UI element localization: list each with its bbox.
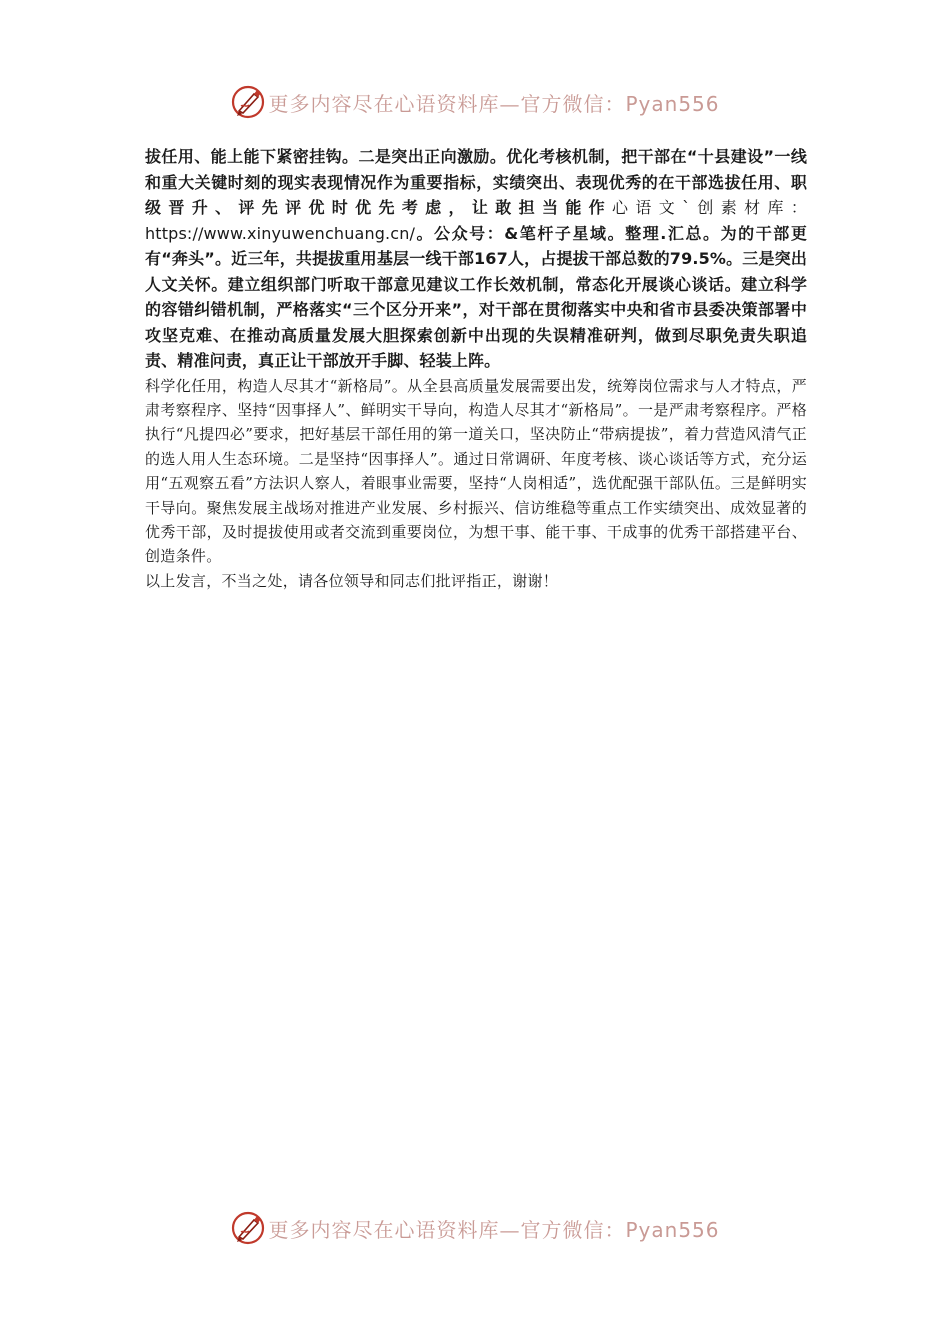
pen-nib-logo-icon — [230, 84, 266, 120]
footer-wechat-id: Pyan556 — [625, 1217, 720, 1242]
footer-banner[interactable] — [0, 1208, 950, 1248]
paragraph-incentive-part-a: 拔任用、能上能下紧密挂钩。二是突出正向激励。优化考核机制，把干部在“十县建设”一线和重大关键时刻的现实表现情况作为重要指标，实绩突出、表现优秀的在干部选拔任用、职级晋升、评先评优时优先考虑，让敢担当能作 — [145, 147, 807, 217]
header-banner-label: 更多内容尽在心语资料库—官方微信：Pyan556 — [268, 91, 720, 116]
header-banner[interactable] — [0, 82, 950, 122]
footer-banner-label: 更多内容尽在心语资料库—官方微信：Pyan556 — [268, 1217, 720, 1242]
paragraph-incentive — [145, 144, 807, 374]
header-wechat-id: Pyan556 — [625, 91, 720, 116]
paragraph-appointment: 科学化任用，构造人尽其才“新格局”。从全县高质量发展需要出发，统筹岗位需求与人才特点，严肃考察程序、坚持“因事择人”、鲜明实干导向，构造人尽其才“新格局”。一是严肃考察程序。严格执行“凡提四必”要求，把好基层干部任用的第一道关口，坚决防止“带病提拔”，着力营造风清气正的选人用人生态环境。二是坚持“因事择人”。通过日常调研、年度考核、谈心谈话等方式，充分运用“五观察五看”方法识人察人，着眼事业需要，坚持“人岗相适”，选优配强干部队伍。三是鲜明实干导向。聚焦发展主战场对推进产业发展、乡村振兴、信访维稳等重点工作实绩突出、成效显著的优秀干部，及时提拔使用或者交流到重要岗位，为想干事、能干事、干成事的优秀干部搭建平台、创造条件。 — [145, 376, 807, 566]
paragraph-incentive-watermark: 心语文`创素材库：https://www.xinyuwenchuang.cn/ — [145, 198, 807, 243]
paragraph-closing: 以上发言，不当之处，请各位领导和同志们批评指正，谢谢！ — [145, 571, 559, 590]
document-body — [145, 144, 807, 593]
paragraph-incentive-part-b: 。公众号：&笔杆子星域。整理.汇总。为的干部更有“奔头”。近三年，共提拔重用基层一线干部167人，占提拔干部总数的79.5%。三是突出人文关怀。建立组织部门听取干部意见建议工作长效机制，常态化开展谈心谈话。建立科学的容错纠错机制，严格落实“三个区分开来”，对干部在贯彻落实中央和省市县委决策部署中攻坚克难、在推动高质量发展大胆探索创新中出现的失误精准研判，做到尽职免责失职追责、精准问责，真正让干部放开手脚、轻装上阵。 — [145, 223, 807, 370]
pen-nib-logo-icon — [230, 1210, 266, 1246]
